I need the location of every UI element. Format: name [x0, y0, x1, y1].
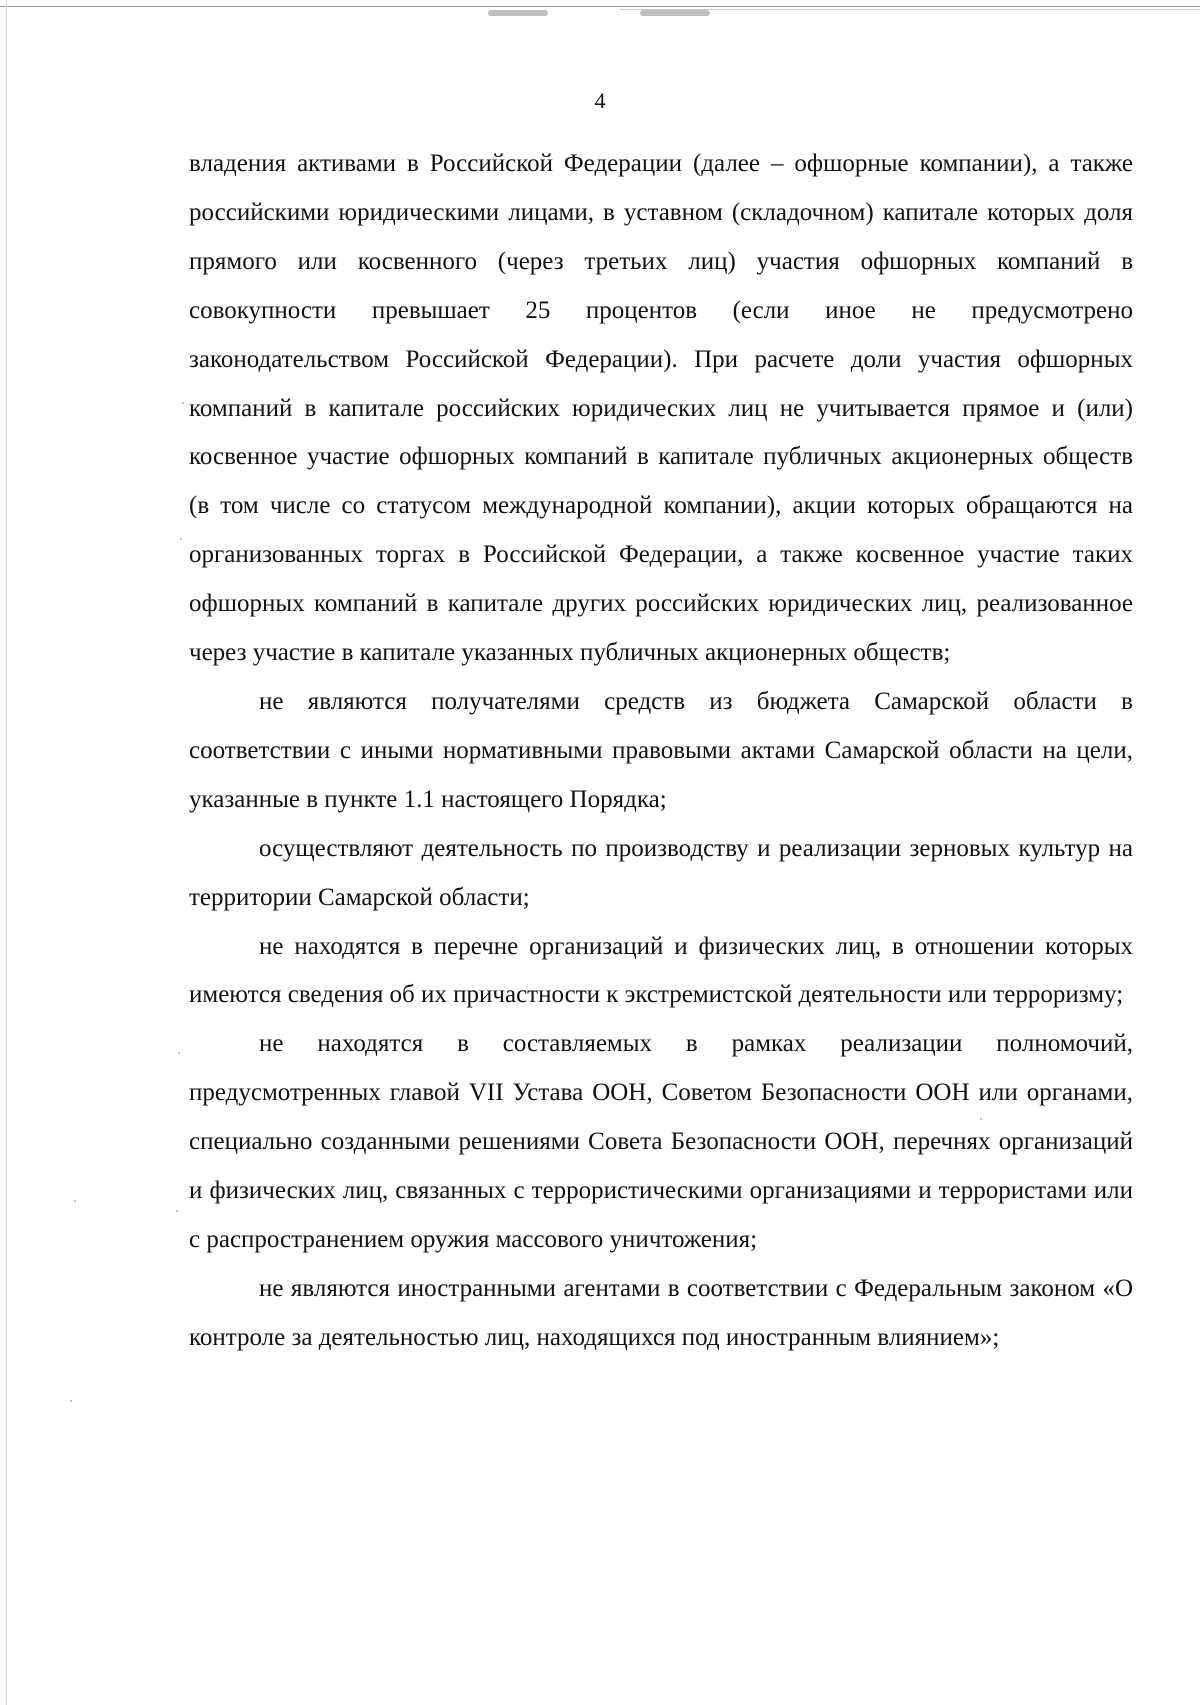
scan-speck — [176, 1210, 178, 1212]
paragraph-budget-recipients: не являются получателями средств из бюджета Самарской области в соответствии с иными нормативными правовыми актами Самарской области на цели, указанные в пункте 1.1 настоящего Порядка; — [189, 687, 1133, 813]
scan-artifact-smudge — [488, 10, 548, 16]
scan-speck — [74, 1200, 76, 1202]
paragraph-extremism-list: не находятся в перечне организаций и физических лиц, в отношении которых имеются сведения об их причастности к экстремистской деятельности или терроризму; — [189, 932, 1133, 1009]
scan-speck — [180, 538, 182, 540]
scan-speck — [980, 1118, 982, 1120]
paragraph-un-sanctions-list: не находятся в составляемых в рамках реализации полномочий, предусмотренных главой VII Устава ООН, Советом Безопасности ООН или органами, специально созданными решениями Совета Безопасности ООН, перечнях организаций и физических лиц, связанных с террористическими организациями и террористами или с распространением оружия массового уничтожения; — [189, 1030, 1133, 1253]
scan-artifact-smudge — [640, 10, 710, 16]
scan-speck — [178, 1052, 180, 1054]
scan-speck — [182, 402, 184, 404]
paragraph-grain-production: осуществляют деятельность по производству и реализации зерновых культур на территории Самарской области; — [189, 834, 1133, 911]
scan-speck — [70, 1400, 72, 1402]
paragraph-foreign-agents: не являются иностранными агентами в соответствии с Федеральным законом «О контроле за деятельностью лиц, находящихся под иностранным влиянием»; — [189, 1274, 1133, 1351]
scan-artifact-line — [0, 6, 1200, 7]
page-number: 4 — [594, 88, 606, 113]
body-text — [189, 140, 1133, 1363]
paragraph-offshore-companies: владения активами в Российской Федерации (далее – офшорные компании), а также российскими юридическими лицами, в уставном (складочном) капитале которых доля прямого или косвенного (через третьих лиц) участия офшорных компаний в совокупности превышает 25 процентов (если иное не предусмотрено законодательством Российской Федерации). При расчете доли участия офшорных компаний в капитале российских юридических лиц не учитывается прямое и (или) косвенное участие офшорных компаний в капитале публичных акционерных обществ (в том числе со статусом международной компании), акции которых обращаются на организованных торгах в Российской Федерации, а также косвенное участие таких офшорных компаний в капитале других российских юридических лиц, реализованное через участие в капитале указанных публичных акционерных обществ; — [189, 150, 1133, 667]
scan-artifact-edge — [6, 0, 7, 1705]
